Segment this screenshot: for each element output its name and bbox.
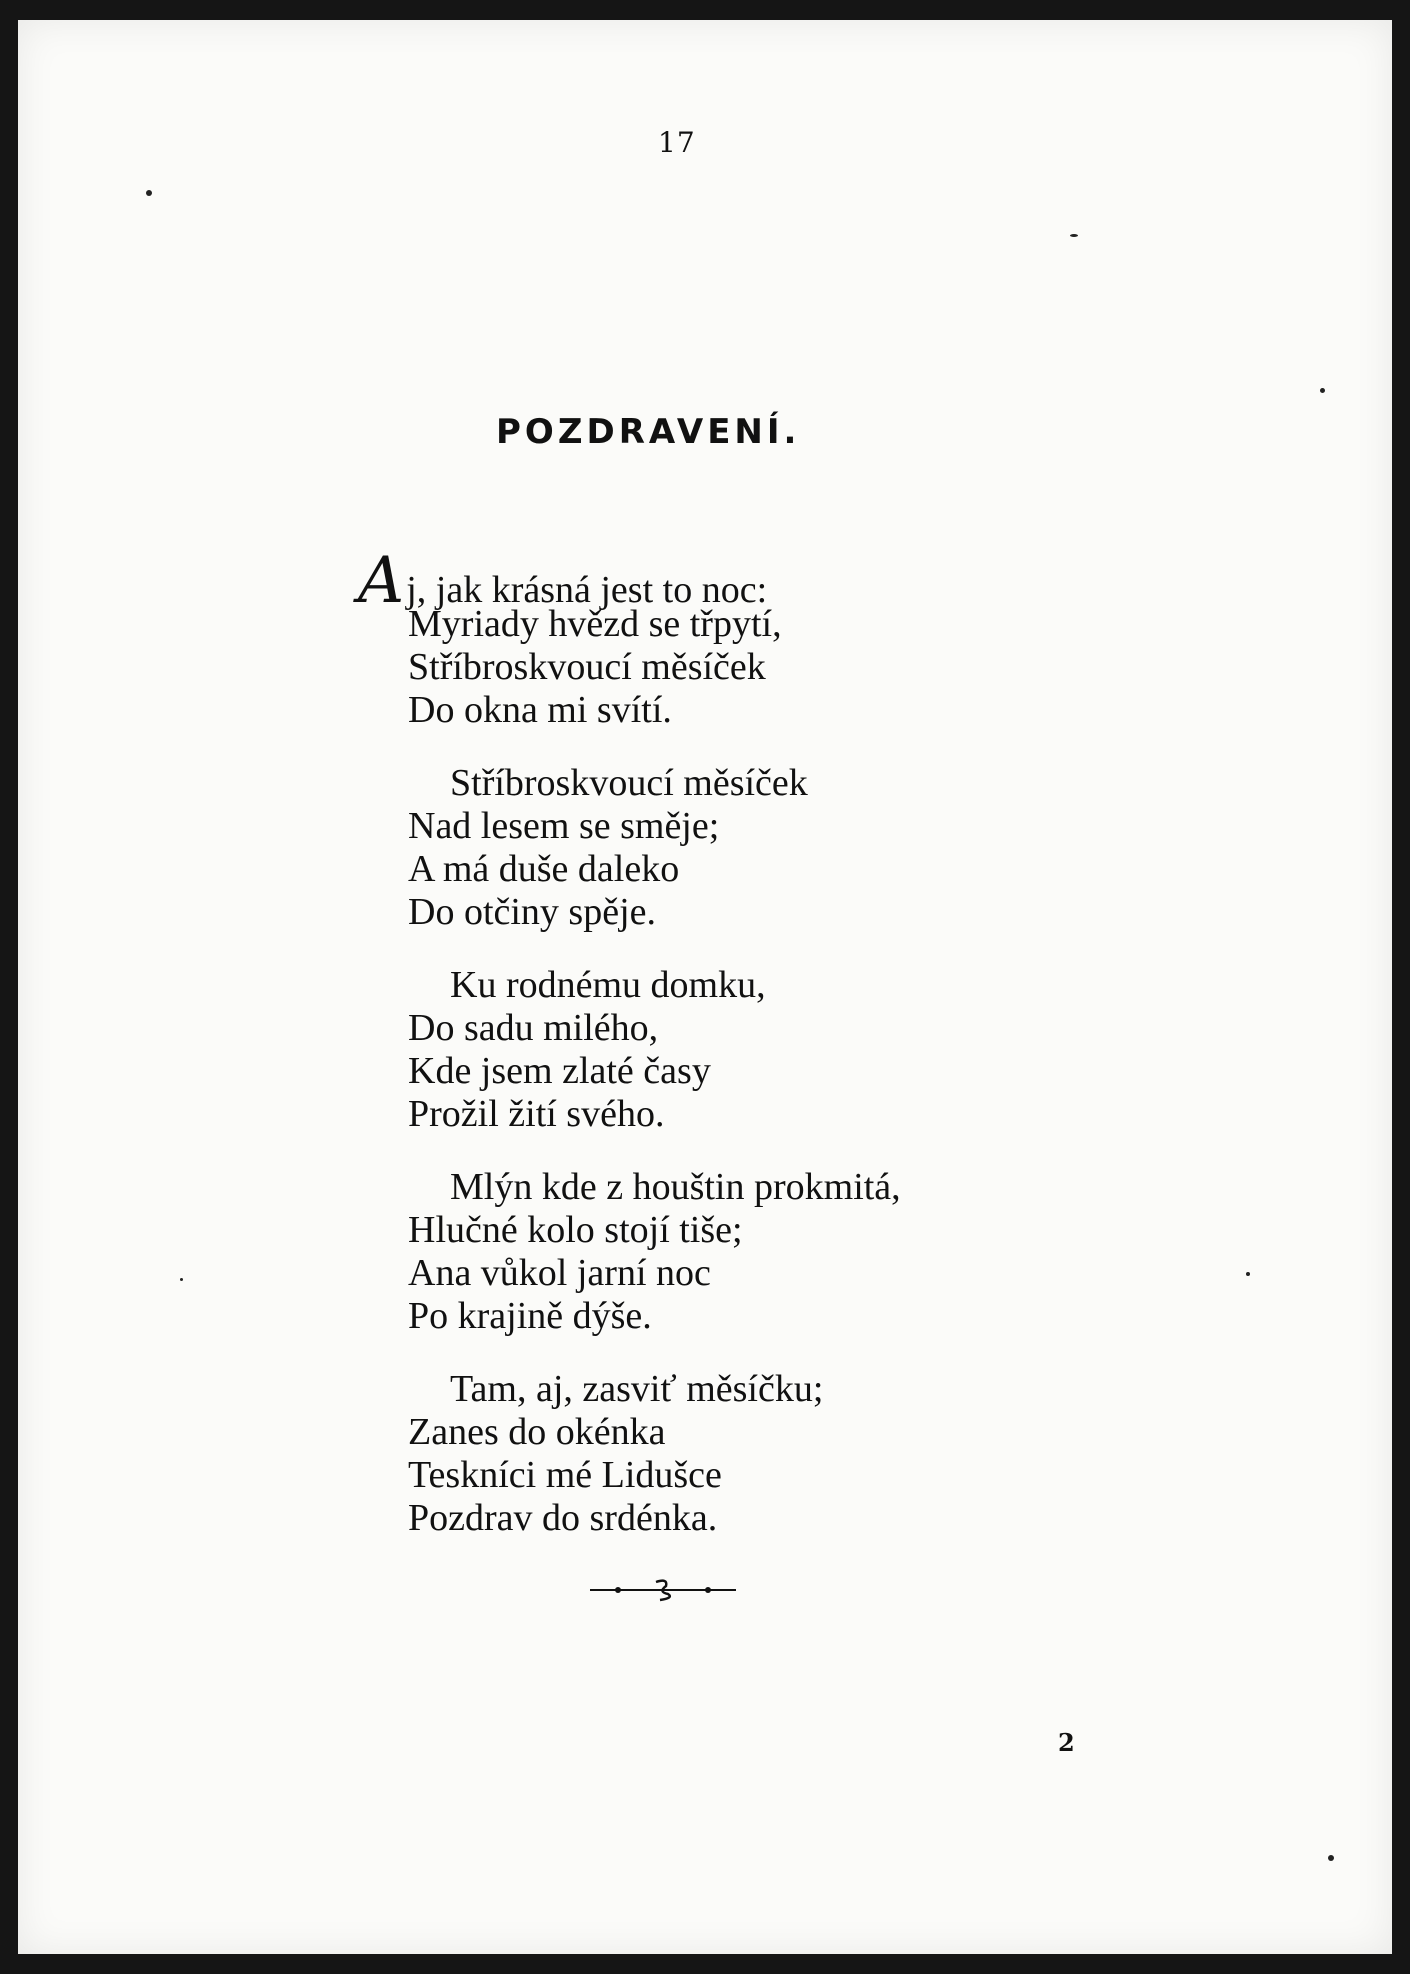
scan-speck <box>146 190 152 196</box>
poem-line: Pozdrav do srdénka. <box>408 1497 718 1539</box>
scan-speck <box>1328 1855 1334 1861</box>
signature-mark: 2 <box>1058 1728 1075 1757</box>
page-number: 17 <box>658 126 696 159</box>
poem-title: POZDRAVENÍ. <box>496 412 801 452</box>
first-line-text: j, jak krásná jest to noc: <box>406 569 768 611</box>
poem-line: Stříbroskvoucí měsíček <box>408 646 766 688</box>
stanza-1 <box>358 544 1108 732</box>
poem-line: Do sadu milého, <box>408 1007 659 1049</box>
poem-line: Ana vůkol jarní noc <box>408 1252 711 1294</box>
stanza-3 <box>408 964 1108 1136</box>
poem-line: Hlučné kolo stojí tiše; <box>408 1209 743 1251</box>
poem-body <box>358 544 1108 1570</box>
stanza-2 <box>408 762 1108 934</box>
poem-line: Prožil žití svého. <box>408 1093 665 1135</box>
scan-speck <box>1070 234 1078 237</box>
poem-line: Mlýn kde z houštin prokmitá, <box>450 1166 901 1208</box>
poem-line: Stříbroskvoucí měsíček <box>450 762 808 804</box>
poem-line: Nad lesem se směje; <box>408 805 720 847</box>
book-page <box>18 20 1392 1954</box>
poem-line: Myriady hvězd se třpytí, <box>408 603 782 645</box>
poem-line: Tam, aj, zasviť měsíčku; <box>450 1368 824 1410</box>
tailpiece-ornament-icon <box>588 1578 738 1602</box>
drop-cap: A <box>358 544 405 618</box>
poem-line: Kde jsem zlaté časy <box>408 1050 711 1092</box>
poem-line: Ku rodnému domku, <box>450 964 766 1006</box>
stanza-4 <box>408 1166 1108 1338</box>
poem-line: Teskníci mé Lidušce <box>408 1454 722 1496</box>
poem-line: Do otčiny spěje. <box>408 891 657 933</box>
poem-line: A má duše daleko <box>408 848 680 890</box>
stanza-5 <box>408 1368 1108 1540</box>
poem-line: Zanes do okénka <box>408 1411 666 1453</box>
poem-line: Po krajině dýše. <box>408 1295 652 1337</box>
poem-line: Do okna mi svítí. <box>408 689 672 731</box>
scan-speck <box>1320 388 1325 393</box>
poem-line <box>358 544 1108 618</box>
scan-speck <box>180 1278 183 1281</box>
scan-speck <box>1246 1272 1250 1276</box>
